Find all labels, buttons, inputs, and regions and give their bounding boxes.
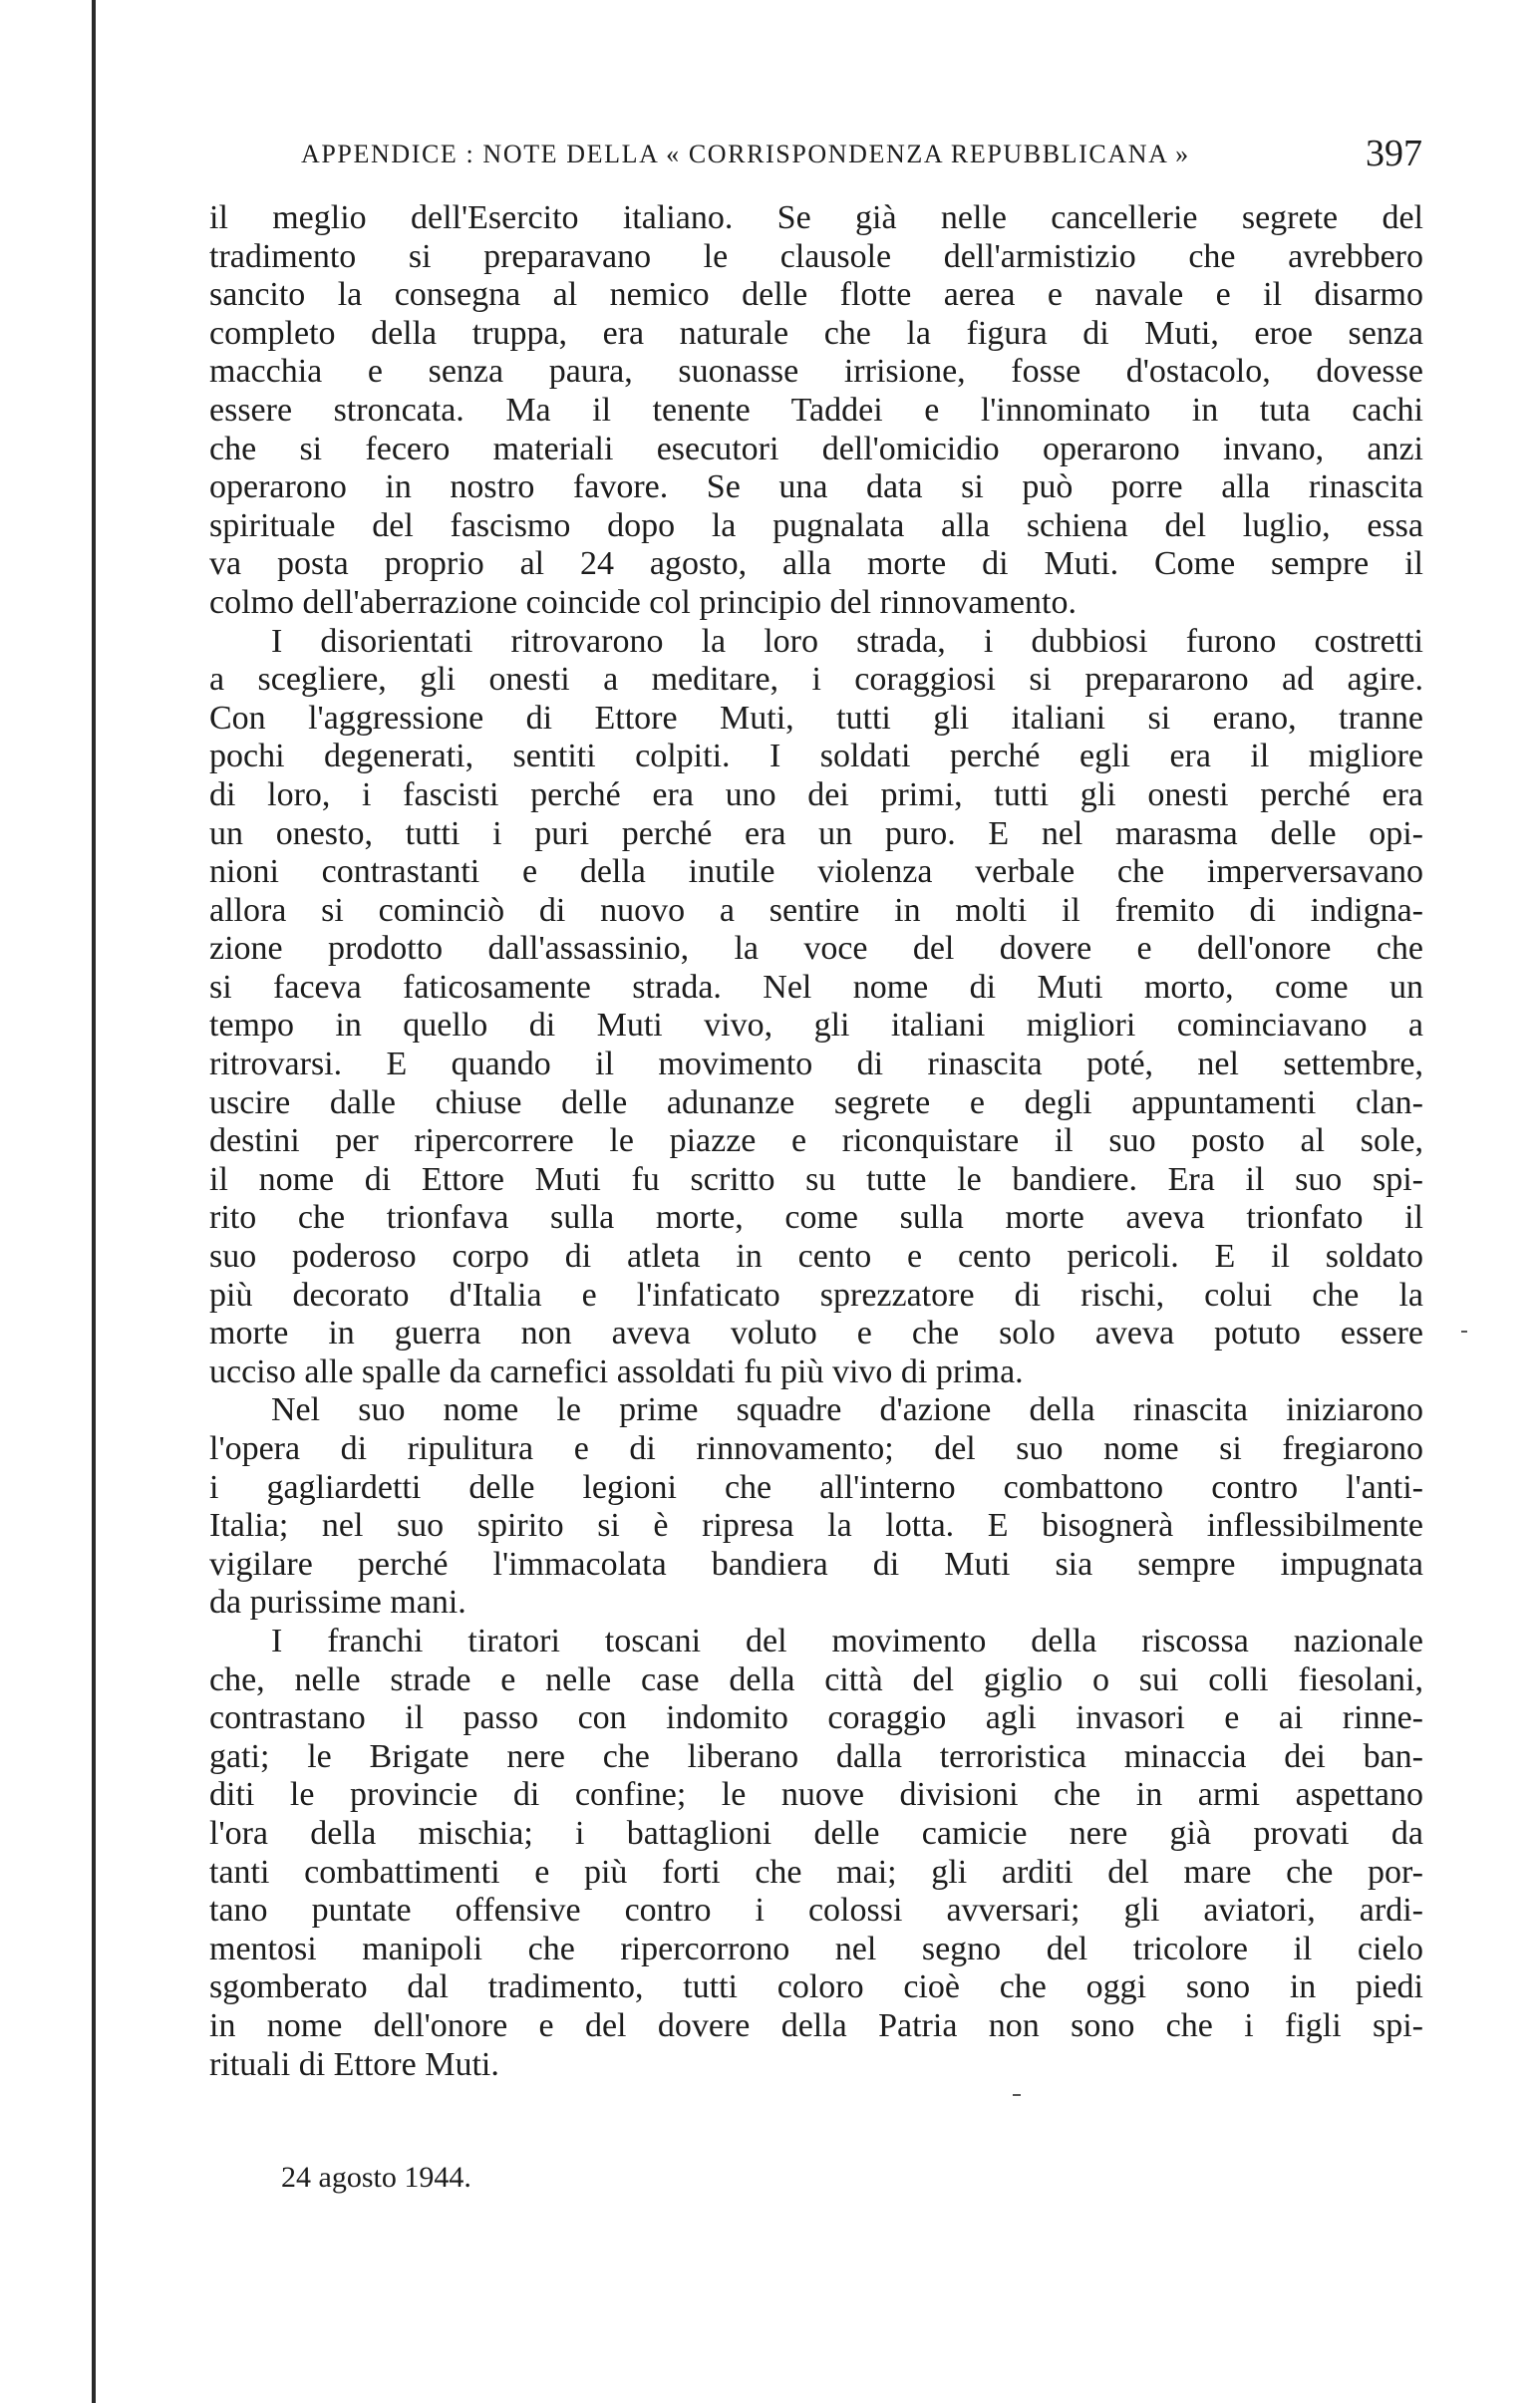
page-binding-shadow	[92, 0, 96, 2403]
text-line: l'ora della mischia; i battaglioni delle camicie nere già provati da	[209, 1814, 1423, 1852]
page-number: 397	[1366, 133, 1422, 174]
running-head: APPENDICE : NOTE DELLA « CORRISPONDENZA REPUBBLICANA »	[301, 140, 1190, 168]
text-line: i gagliardetti delle legioni che all'interno combattono contro l'anti-	[209, 1468, 1423, 1506]
text-line: suo poderoso corpo di atleta in cento e cento pericoli. E il soldato	[209, 1238, 1423, 1276]
print-speck	[1461, 1331, 1467, 1333]
text-line: in nome dell'onore e del dovere della Patria non sono che i figli spi-	[209, 2006, 1423, 2044]
text-line: operarono in nostro favore. Se una data si può porre alla rinascita	[209, 468, 1423, 506]
text-line: tradimento si preparavano le clausole dell'armistizio che avrebbero	[209, 237, 1423, 275]
text-line: rito che trionfava sulla morte, come sulla morte aveva trionfato il	[209, 1199, 1423, 1237]
paragraph	[209, 1391, 1423, 1623]
text-line: sgomberato dal tradimento, tutti coloro cioè che oggi sono in piedi	[209, 1968, 1423, 2006]
text-line: Italia; nel suo spirito si è ripresa la lotta. E bisognerà inflessibilmente	[209, 1507, 1423, 1545]
text-line: Con l'aggressione di Ettore Muti, tutti gli italiani si erano, tranne	[209, 699, 1423, 737]
text-line: sancito la consegna al nemico delle flotte aerea e navale e il disarmo	[209, 276, 1423, 314]
text-line: più decorato d'Italia e l'infaticato sprezzatore di rischi, colui che la	[209, 1276, 1423, 1314]
text-line: diti le provincie di confine; le nuove divisioni che in armi aspettano	[209, 1776, 1423, 1814]
text-line: mentosi manipoli che ripercorrono nel segno del tricolore il cielo	[209, 1930, 1423, 1967]
text-line: ucciso alle spalle da carnefici assoldati fu più vivo di prima.	[209, 1352, 1024, 1390]
text-line: di loro, i fascisti perché era uno dei primi, tutti gli onesti perché era	[209, 775, 1423, 813]
text-line: l'opera di ripulitura e di rinnovamento; del suo nome si fregiarono	[209, 1430, 1423, 1467]
text-line: completo della truppa, era naturale che la figura di Muti, eroe senza	[209, 314, 1423, 352]
print-speck	[1013, 2094, 1021, 2096]
text-line: a scegliere, gli onesti a meditare, i coraggiosi si prepararono ad agire.	[209, 661, 1423, 699]
text-line: si faceva faticosamente strada. Nel nome di Muti morto, come un	[209, 968, 1423, 1006]
text-line: morte in guerra non aveva voluto e che solo aveva potuto essere	[209, 1315, 1423, 1352]
text-line: macchia e senza paura, suonasse irrisione, fosse d'ostacolo, dovesse	[209, 353, 1423, 391]
paragraph	[209, 623, 1423, 1392]
text-line: tanti combattimenti e più forti che mai; gli arditi del mare che por-	[209, 1853, 1423, 1891]
text-line: un onesto, tutti i puri perché era un puro. E nel marasma delle opi-	[209, 814, 1423, 852]
text-line: spirituale del fascismo dopo la pugnalata alla schiena del luglio, essa	[209, 506, 1423, 544]
text-line: ritrovarsi. E quando il movimento di rinascita poté, nel settembre,	[209, 1046, 1423, 1083]
text-line: I franchi tiratori toscani del movimento della riscossa nazionale	[271, 1622, 1423, 1659]
text-line: vigilare perché l'immacolata bandiera di Muti sia sempre impugnata	[209, 1545, 1423, 1583]
text-line: I disorientati ritrovarono la loro strada, i dubbiosi furono costretti	[271, 622, 1423, 660]
text-line: essere stroncata. Ma il tenente Taddei e l'innominato in tuta cachi	[209, 391, 1423, 429]
text-line: uscire dalle chiuse delle adunanze segrete e degli appuntamenti clan-	[209, 1083, 1423, 1121]
text-line: colmo dell'aberrazione coincide col principio del rinnovamento.	[209, 583, 1077, 621]
page-header	[301, 124, 1422, 179]
text-line: da purissime mani.	[209, 1584, 466, 1622]
text-line: che si fecero materiali esecutori dell'omicidio operarono invano, anzi	[209, 430, 1423, 467]
text-line: zione prodotto dall'assassinio, la voce del dovere e dell'onore che	[209, 930, 1423, 968]
text-line: gati; le Brigate nere che liberano dalla terroristica minaccia dei ban-	[209, 1737, 1423, 1775]
text-line: contrastano il passo con indomito coraggio agli invasori e ai rinne-	[209, 1699, 1423, 1737]
text-line: tempo in quello di Muti vivo, gli italiani migliori cominciavano a	[209, 1007, 1423, 1045]
text-line: destini per ripercorrere le piazze e riconquistare il suo posto al sole,	[209, 1122, 1423, 1160]
text-line: il nome di Ettore Muti fu scritto su tutte le bandiere. Era il suo spi-	[209, 1160, 1423, 1198]
text-line: allora si cominciò di nuovo a sentire in molti il fremito di indigna-	[209, 891, 1423, 929]
paragraph	[209, 1623, 1423, 2084]
date-line: 24 agosto 1944.	[281, 2161, 471, 2194]
text-line: tano puntate offensive contro i colossi avversari; gli aviatori, ardi-	[209, 1892, 1423, 1930]
text-line: che, nelle strade e nelle case della città del giglio o sui colli fiesolani,	[209, 1660, 1423, 1698]
text-line: Nel suo nome le prime squadre d'azione della rinascita iniziarono	[271, 1391, 1423, 1429]
text-line: pochi degenerati, sentiti colpiti. I soldati perché egli era il migliore	[209, 738, 1423, 775]
text-line: va posta proprio al 24 agosto, alla morte di Muti. Come sempre il	[209, 545, 1423, 583]
body-text	[209, 199, 1423, 2084]
text-line: nioni contrastanti e della inutile violenza verbale che imperversavano	[209, 853, 1423, 891]
text-line: rituali di Ettore Muti.	[209, 2045, 499, 2083]
paragraph	[209, 199, 1423, 623]
text-line: il meglio dell'Esercito italiano. Se già nelle cancellerie segrete del	[209, 199, 1423, 236]
